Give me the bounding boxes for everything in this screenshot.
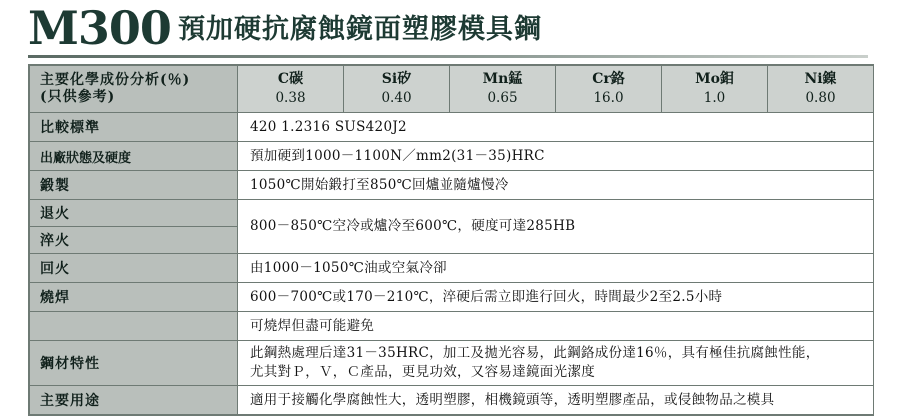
- row-value-standard: 420 1.2316 SUS420J2: [238, 113, 874, 142]
- row-value-welding-note: 可燒焊但盡可能避免: [238, 312, 874, 341]
- table-row: [30, 386, 874, 415]
- properties-line-2: 尤其對Ｐ，Ｖ，Ｃ產品，更見功效，又容易達鏡面光潔度: [250, 364, 595, 380]
- element-symbol: Si矽: [381, 71, 412, 87]
- table-row: [30, 200, 874, 227]
- table-row: [30, 254, 874, 283]
- element-cell-si: [344, 66, 450, 113]
- element-symbol: C碳: [277, 71, 304, 87]
- element-value: 1.0: [703, 90, 726, 106]
- properties-line-1: 此鋼熱處理后達31－35HRC，加工及拋光容易，此鋼鉻成份達16％，具有極佳抗腐蝕性能，: [250, 345, 820, 361]
- row-value-welding: 600－700℃或170－210℃，淬硬后需立即進行回火，時間最少2至2.5小時: [238, 283, 874, 312]
- table-row: [30, 171, 874, 200]
- element-value: 16.0: [593, 90, 624, 106]
- table-row: [30, 341, 874, 386]
- element-value: 0.38: [275, 90, 306, 106]
- row-value-annealing: 800－850℃空冷或爐冷至600℃，硬度可達285HB: [238, 200, 874, 254]
- element-value: 0.80: [805, 90, 836, 106]
- element-symbol: Cr鉻: [592, 71, 625, 87]
- element-cell-c: [238, 66, 344, 113]
- table-row: [30, 283, 874, 312]
- page-title-subtitle: 預加硬抗腐蝕鏡面塑膠模具鋼: [178, 14, 542, 45]
- table-row: [30, 66, 874, 113]
- row-label-welding: 燒焊: [30, 283, 238, 312]
- row-label-welding-note: [30, 312, 238, 341]
- element-cell-mn: [450, 66, 556, 113]
- row-label-standard: 比較標準: [30, 113, 238, 142]
- row-value-delivery-hardness: 預加硬到1000－1100N／mm2(31－35)HRC: [238, 142, 874, 171]
- row-value-forging: 1050℃開始鍛打至850℃回爐並隨爐慢冷: [238, 171, 874, 200]
- header-divider: [28, 55, 868, 58]
- row-label-quenching: 淬火: [30, 227, 238, 254]
- row-value-properties: [238, 341, 874, 386]
- element-cell-cr: [556, 66, 662, 113]
- spec-table: [29, 65, 874, 415]
- element-symbol: Mo鉬: [695, 71, 734, 87]
- page-title-code: M300: [28, 1, 171, 55]
- table-row: [30, 113, 874, 142]
- row-label-applications: 主要用途: [30, 386, 238, 415]
- row-label-forging: 鍛製: [30, 171, 238, 200]
- element-value: 0.65: [487, 90, 518, 106]
- element-cell-ni: [768, 66, 874, 113]
- row-label-annealing: 退火: [30, 200, 238, 227]
- row-label-delivery-hardness: 出廠狀態及硬度: [30, 142, 238, 171]
- row-label-properties: 鋼材特性: [30, 341, 238, 386]
- table-row: [30, 142, 874, 171]
- row-value-applications: 適用于接觸化學腐蝕性大，透明塑膠，相機鏡頭等，透明塑膠產品，或侵蝕物品之模具: [238, 386, 874, 415]
- composition-label-line1: 主要化學成份分析(％): [40, 72, 191, 88]
- composition-label: [30, 66, 238, 113]
- composition-label-line2: (只供參考): [40, 89, 116, 105]
- document-header: [0, 0, 900, 56]
- element-symbol: Ni鎳: [804, 71, 837, 87]
- steel-spec-sheet: [28, 64, 874, 416]
- table-row: [30, 312, 874, 341]
- row-label-tempering: 回火: [30, 254, 238, 283]
- row-value-tempering: 由1000－1050℃油或空氣冷卻: [238, 254, 874, 283]
- element-value: 0.40: [381, 90, 412, 106]
- element-symbol: Mn錳: [482, 71, 523, 87]
- element-cell-mo: [662, 66, 768, 113]
